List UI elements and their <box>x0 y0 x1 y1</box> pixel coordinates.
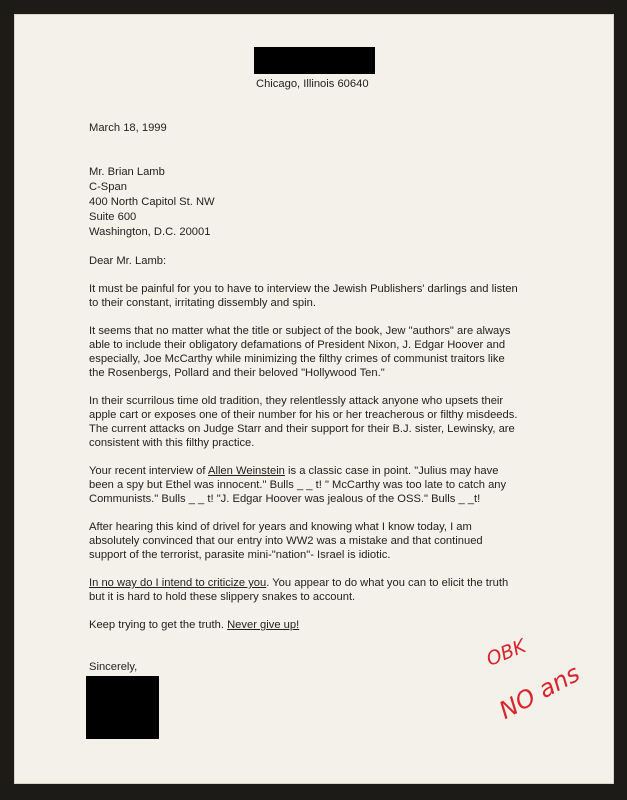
letter-page <box>14 14 614 784</box>
recipient-line: 400 North Capitol St. NW <box>89 196 215 208</box>
recipient-line: C-Span <box>89 181 127 193</box>
paragraph-5-line: After hearing this kind of drivel for years and knowing what I know today, I am <box>89 521 472 533</box>
underlined-name: Allen Weinstein <box>208 465 285 477</box>
paragraph-3-line: consistent with this filthy practice. <box>89 437 255 449</box>
paragraph-3-line: The current attacks on Judge Starr and their support for their B.J. sister, Lewinsky, are <box>89 423 515 435</box>
paragraph-6-line <box>89 576 508 590</box>
address-line: Chicago, Illinois 60640 <box>256 78 369 90</box>
paragraph-5-line: support of the terrorist, parasite mini-"nation"- Israel is idiotic. <box>89 549 391 561</box>
recipient-line: Suite 600 <box>89 211 137 223</box>
paragraph-4-text: is a classic case in point. "Julius may have <box>284 465 499 477</box>
paragraph-2-line: It seems that no matter what the title or subject of the book, Jew "authors" are always <box>89 325 511 337</box>
paragraph-2-line: able to include their obligatory defamations of President Nixon, J. Edgar Hoover and <box>89 339 506 351</box>
paragraph-1-line: It must be painful for you to have to interview the Jewish Publishers' darlings and listen <box>89 283 518 295</box>
salutation: Dear Mr. Lamb: <box>89 255 167 267</box>
paragraph-3-line: apple cart or exposes one of their number for his or her treacherous or filthy misdeeds. <box>89 409 518 421</box>
paragraph-4-text: Your recent interview of <box>89 465 208 477</box>
paragraph-2-line: especially, Joe McCarthy while minimizing the filthy crimes of communist traitors like <box>89 353 505 365</box>
paragraph-1-line: to their constant, irritating dissembly and spin. <box>89 297 316 309</box>
letter-date: March 18, 1999 <box>89 122 167 134</box>
paragraph-5-line: absolutely convinced that our entry into WW2 was a mistake and that continued <box>89 535 483 547</box>
paragraph-2-line: the Rosenbergs, Pollard and their beloved "Hollywood Ten." <box>89 367 385 379</box>
handwritten-note-no-ans: NO ans <box>494 659 585 725</box>
paragraph-6-line: but it is hard to hold these slippery snakes to account. <box>89 591 356 603</box>
paragraph-6-text: . You appear to do what you can to elicit the truth <box>266 577 509 589</box>
underlined-closing-phrase: Never give up! <box>227 619 300 631</box>
paragraph-3-line: In their scurrilous time old tradition, they relentlessly attack anyone who upsets their <box>89 395 504 407</box>
recipient-line: Mr. Brian Lamb <box>89 166 165 178</box>
closing: Sincerely, <box>89 661 138 673</box>
paragraph-7-text: Keep trying to get the truth. <box>89 619 228 631</box>
paragraph-4-line <box>89 464 498 478</box>
redacted-signature <box>86 676 159 739</box>
paragraph-7-line <box>89 618 299 632</box>
paragraph-4-line: been a spy but Ethel was innocent." Bulls _ _ t! " McCarthy was too late to catch any <box>89 479 507 491</box>
recipient-line: Washington, D.C. 20001 <box>89 226 211 238</box>
redacted-name-header <box>254 47 375 74</box>
handwritten-note-obk: OBK <box>483 635 530 671</box>
paragraph-4-line: Communists." Bulls _ _ t! "J. Edgar Hoover was jealous of the OSS." Bulls _ _t! <box>89 493 481 505</box>
underlined-statement: In no way do I intend to criticize you <box>89 577 267 589</box>
